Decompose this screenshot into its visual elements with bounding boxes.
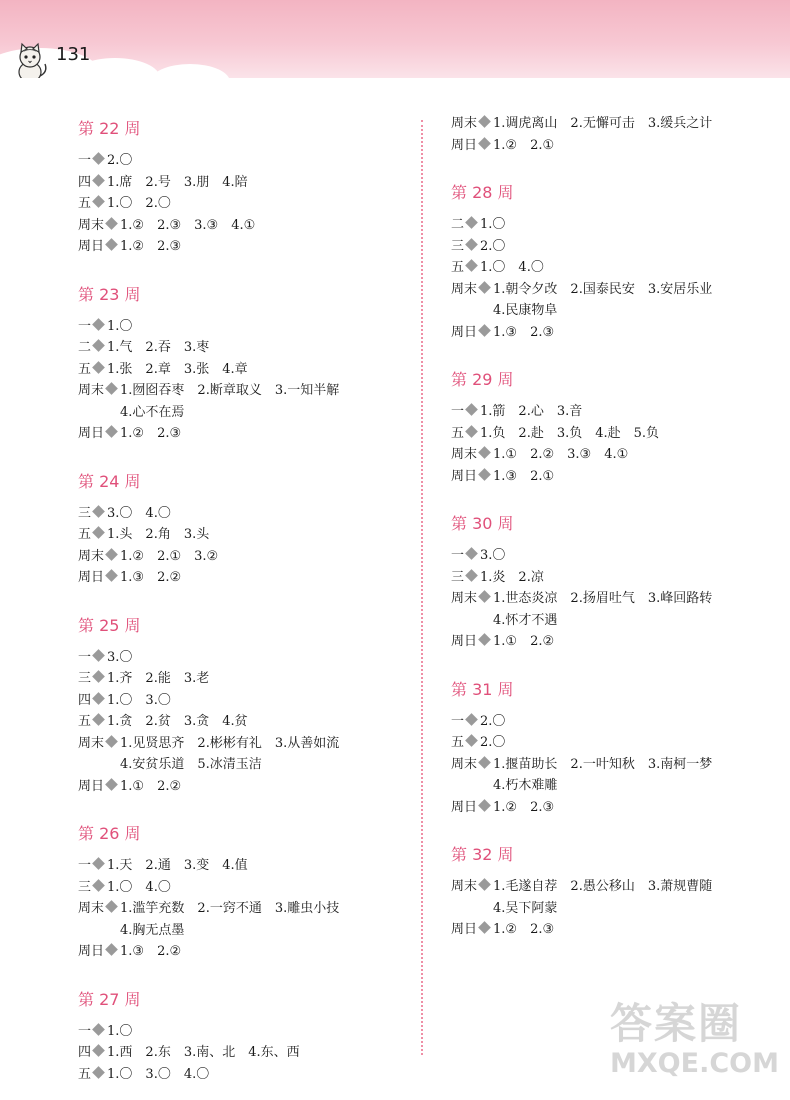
answer-line [78, 733, 418, 755]
answer-line-continuation: 4.民康物阜 [493, 303, 558, 318]
answer-text: 1.见贤思齐 2.彬彬有礼 3.从善如流 [120, 735, 340, 751]
answer-day-label: 周末 [78, 735, 105, 751]
answer-text: 1.朝令夕改 2.国泰民安 3.安居乐业 [493, 281, 713, 297]
diamond-bullet-icon [92, 713, 105, 726]
answer-text: 1.③ 2.② [120, 570, 182, 585]
right-column [451, 113, 790, 941]
answer-day-label: 三 [78, 879, 92, 895]
diamond-bullet-icon [465, 238, 478, 251]
answer-line [451, 732, 790, 754]
answer-line [78, 776, 418, 798]
answer-text: 1.③ 2.③ [493, 324, 555, 340]
diamond-bullet-icon [478, 921, 491, 934]
answer-day-label: 周日 [78, 778, 105, 794]
answer-line [451, 135, 790, 157]
answer-text: 1.席 2.号 3.朋 4.陪 [107, 174, 248, 190]
answer-day-label: 周末 [78, 217, 105, 233]
answer-line-continuation: 4.安贫乐道 5.冰清玉洁 [120, 757, 262, 772]
answer-line [451, 876, 790, 898]
diamond-bullet-icon [465, 713, 478, 726]
answer-line [451, 322, 790, 344]
answer-line [78, 316, 418, 338]
week-title: 第 24 周 [78, 471, 141, 491]
answer-text: 1.② 2.③ 3.③ 4.① [120, 217, 256, 233]
answer-text: 1.世态炎凉 2.扬眉吐气 3.峰回路转 [493, 591, 713, 606]
answer-day-label: 周日 [451, 468, 478, 484]
answer-text: 1.滥竽充数 2.一窍不通 3.雕虫小技 [120, 901, 340, 916]
answer-day-label: 五 [78, 527, 92, 542]
answer-text: 1.〇 [480, 217, 506, 232]
answer-text: 1.〇 3.〇 4.〇 [107, 1066, 210, 1082]
answer-day-label: 周日 [78, 426, 105, 441]
answer-line [451, 919, 790, 941]
answer-line [78, 546, 418, 568]
answer-line [451, 797, 790, 819]
answer-day-label: 四 [78, 692, 92, 708]
watermark [610, 1000, 790, 1100]
answer-text: 3.〇 [107, 649, 133, 665]
answer-day-label: 五 [451, 735, 465, 750]
answer-text: 1.〇 4.〇 [480, 260, 544, 275]
answer-text: 1.毛遂自荐 2.愚公移山 3.萧规曹随 [493, 879, 713, 894]
answer-line [78, 711, 418, 733]
answer-day-label: 周日 [78, 570, 105, 585]
answer-day-label: 五 [451, 260, 465, 275]
answer-text: 1.贪 2.贫 3.贪 4.贫 [107, 714, 248, 729]
answer-day-label: 周日 [451, 922, 478, 937]
diamond-bullet-icon [92, 526, 105, 539]
answer-line [451, 631, 790, 653]
week-title: 第 31 周 [451, 679, 514, 699]
answer-text: 3.〇 4.〇 [107, 505, 171, 521]
answer-line [78, 193, 418, 215]
answer-text: 1.调虎离山 2.无懈可击 3.缓兵之计 [493, 116, 713, 131]
week-title: 第 22 周 [78, 119, 141, 138]
diamond-bullet-icon [465, 425, 478, 438]
answer-text: 1.② 2.① 3.② [120, 548, 219, 564]
diamond-bullet-icon [465, 216, 478, 229]
answer-text: 1.西 2.东 3.南、北 4.东、西 [107, 1045, 300, 1060]
diamond-bullet-icon [105, 548, 118, 561]
answer-day-label: 周末 [451, 879, 478, 894]
answer-line [78, 337, 418, 359]
answer-day-label: 周日 [451, 324, 478, 340]
answer-line [451, 711, 790, 733]
answer-day-label: 周末 [78, 901, 105, 916]
diamond-bullet-icon [92, 318, 105, 331]
answer-text: 1.① 2.② 3.③ 4.① [493, 447, 629, 462]
answer-text: 1.② 2.③ [493, 799, 555, 815]
cloud-decoration [150, 64, 230, 78]
diamond-bullet-icon [92, 195, 105, 208]
answer-text: 1.天 2.通 3.变 4.值 [107, 858, 248, 873]
answer-line [78, 567, 418, 589]
left-column [78, 118, 418, 1085]
answer-day-label: 五 [78, 361, 92, 377]
answer-line [451, 466, 790, 488]
answer-text: 1.〇 4.〇 [107, 879, 171, 895]
answer-text: 2.〇 [480, 713, 506, 729]
diamond-bullet-icon [465, 403, 478, 416]
answer-line [451, 545, 790, 567]
diamond-bullet-icon [478, 137, 491, 150]
answer-day-label: 四 [78, 1045, 92, 1060]
answer-day-label: 周末 [78, 548, 105, 564]
answer-line [78, 150, 418, 172]
answer-line [78, 172, 418, 194]
answer-text: 1.头 2.角 3.头 [107, 527, 210, 542]
answer-day-label: 一 [451, 713, 465, 729]
answer-text: 1.③ 2.① [493, 468, 555, 484]
answer-line [451, 567, 790, 589]
page-number: 131 [56, 44, 91, 65]
answer-text: 1.囫囵吞枣 2.断章取义 3.一知半解 [120, 383, 340, 398]
diamond-bullet-icon [92, 505, 105, 518]
diamond-bullet-icon [478, 281, 491, 294]
week-title: 第 28 周 [451, 183, 514, 202]
answer-day-label: 周日 [451, 137, 478, 153]
answer-line [78, 359, 418, 381]
answer-text: 1.〇 2.〇 [107, 196, 171, 211]
diamond-bullet-icon [92, 1066, 105, 1079]
answer-day-label: 一 [78, 1023, 92, 1039]
answer-line [451, 423, 790, 445]
diamond-bullet-icon [105, 900, 118, 913]
answer-text: 1.① 2.② [120, 778, 182, 794]
diamond-bullet-icon [105, 943, 118, 956]
answer-day-label: 三 [451, 569, 465, 585]
answer-line-continuation: 4.胸无点墨 [120, 922, 185, 938]
answer-text: 2.〇 [480, 238, 506, 254]
watermark-title: 答案圈 [610, 999, 743, 1048]
answer-line [78, 380, 418, 402]
answer-day-label: 周日 [78, 944, 105, 959]
diamond-bullet-icon [478, 324, 491, 337]
diamond-bullet-icon [105, 569, 118, 582]
answer-line [451, 236, 790, 258]
week-title: 第 26 周 [78, 824, 141, 843]
answer-day-label: 周日 [451, 799, 478, 815]
diamond-bullet-icon [105, 238, 118, 251]
diamond-bullet-icon [478, 756, 491, 769]
diamond-bullet-icon [105, 382, 118, 395]
diamond-bullet-icon [105, 735, 118, 748]
answer-line [451, 257, 790, 279]
diamond-bullet-icon [478, 633, 491, 646]
answer-line [451, 754, 790, 776]
answer-line-continuation: 4.朽木难雕 [493, 778, 558, 793]
diamond-bullet-icon [478, 446, 491, 459]
answer-day-label: 一 [78, 153, 92, 168]
diamond-bullet-icon [465, 734, 478, 747]
answer-day-label: 周日 [451, 634, 478, 649]
week-title: 第 30 周 [451, 514, 514, 533]
page-header-band [0, 0, 790, 78]
diamond-bullet-icon [465, 569, 478, 582]
answer-line [78, 524, 418, 546]
answer-text: 1.① 2.② [493, 634, 555, 649]
week-title: 第 23 周 [78, 284, 141, 304]
answer-day-label: 周末 [451, 447, 478, 462]
answer-day-label: 周末 [451, 116, 478, 131]
answer-line-continuation: 4.吴下阿蒙 [493, 900, 558, 916]
diamond-bullet-icon [92, 339, 105, 352]
answer-line [78, 647, 418, 669]
answer-text: 1.齐 2.能 3.老 [107, 671, 210, 686]
answer-line [451, 401, 790, 423]
answer-text: 1.② 2.③ [120, 239, 182, 254]
diamond-bullet-icon [92, 670, 105, 683]
answer-text: 1.③ 2.② [120, 944, 182, 959]
answer-text: 1.揠苗助长 2.一叶知秋 3.南柯一梦 [493, 756, 713, 772]
answer-day-label: 一 [451, 548, 465, 563]
answer-text: 1.张 2.章 3.张 4.章 [107, 361, 248, 377]
answer-day-label: 三 [451, 238, 465, 254]
answer-line [78, 855, 418, 877]
answer-day-label: 二 [451, 217, 465, 232]
diamond-bullet-icon [478, 799, 491, 812]
answer-line [78, 1064, 418, 1086]
cat-icon [10, 42, 50, 78]
answer-day-label: 周末 [451, 756, 478, 772]
answer-day-label: 五 [78, 1066, 92, 1082]
answer-line-continuation: 4.怀才不遇 [493, 612, 558, 628]
answer-text: 3.〇 [480, 548, 506, 563]
answer-day-label: 周末 [451, 591, 478, 606]
answer-line [78, 941, 418, 963]
answer-line [451, 588, 790, 610]
week-title: 第 27 周 [78, 989, 141, 1009]
answer-line [78, 898, 418, 920]
diamond-bullet-icon [92, 174, 105, 187]
week-title: 第 32 周 [451, 845, 514, 864]
answer-day-label: 一 [78, 649, 92, 665]
answer-text: 1.箭 2.心 3.音 [480, 404, 583, 419]
answer-day-label: 一 [78, 318, 92, 334]
answer-text: 2.〇 [480, 735, 506, 750]
diamond-bullet-icon [478, 878, 491, 891]
week-title: 第 29 周 [451, 370, 514, 389]
column-divider [421, 120, 423, 1055]
answer-text: 1.〇 [107, 1023, 133, 1039]
answer-day-label: 周日 [78, 239, 105, 254]
week-title: 第 25 周 [78, 615, 141, 635]
answer-line [78, 423, 418, 445]
diamond-bullet-icon [465, 547, 478, 560]
answer-day-label: 五 [451, 425, 465, 441]
diamond-bullet-icon [92, 1023, 105, 1036]
diamond-bullet-icon [92, 152, 105, 165]
answer-day-label: 三 [78, 505, 92, 521]
answer-line-continuation: 4.心不在焉 [120, 404, 185, 420]
answer-day-label: 一 [451, 404, 465, 419]
diamond-bullet-icon [92, 361, 105, 374]
answer-day-label: 二 [78, 340, 92, 355]
answer-line [78, 215, 418, 237]
answer-line [78, 690, 418, 712]
diamond-bullet-icon [105, 425, 118, 438]
answer-text: 1.② 2.③ [120, 426, 182, 441]
answer-day-label: 五 [78, 196, 92, 211]
diamond-bullet-icon [92, 692, 105, 705]
diamond-bullet-icon [478, 115, 491, 128]
answer-day-label: 一 [78, 858, 92, 873]
answer-text: 1.② 2.③ [493, 922, 555, 937]
answer-line [451, 279, 790, 301]
answer-line [78, 1042, 418, 1064]
diamond-bullet-icon [92, 649, 105, 662]
answer-text: 1.炎 2.凉 [480, 569, 544, 585]
answer-line [78, 503, 418, 525]
diamond-bullet-icon [92, 1044, 105, 1057]
answer-text: 2.〇 [107, 153, 133, 168]
diamond-bullet-icon [92, 879, 105, 892]
answer-line [451, 444, 790, 466]
answer-line [451, 214, 790, 236]
answer-day-label: 五 [78, 714, 92, 729]
answer-line [78, 236, 418, 258]
answer-day-label: 周末 [451, 281, 478, 297]
answer-line [78, 877, 418, 899]
answer-text: 1.② 2.① [493, 137, 555, 153]
answer-text: 1.负 2.赴 3.负 4.赴 5.负 [480, 425, 660, 441]
answer-day-label: 周末 [78, 383, 105, 398]
diamond-bullet-icon [478, 468, 491, 481]
answer-line [78, 1021, 418, 1043]
diamond-bullet-icon [92, 857, 105, 870]
watermark-url: MXQE.COM [610, 1048, 779, 1079]
answer-line [451, 113, 790, 135]
diamond-bullet-icon [105, 217, 118, 230]
diamond-bullet-icon [465, 259, 478, 272]
answer-day-label: 四 [78, 174, 92, 190]
answer-text: 1.〇 3.〇 [107, 692, 171, 708]
answer-text: 1.〇 [107, 318, 133, 334]
answer-line [78, 668, 418, 690]
diamond-bullet-icon [478, 590, 491, 603]
answer-text: 1.气 2.吞 3.枣 [107, 340, 210, 355]
diamond-bullet-icon [105, 778, 118, 791]
answer-day-label: 三 [78, 671, 92, 686]
